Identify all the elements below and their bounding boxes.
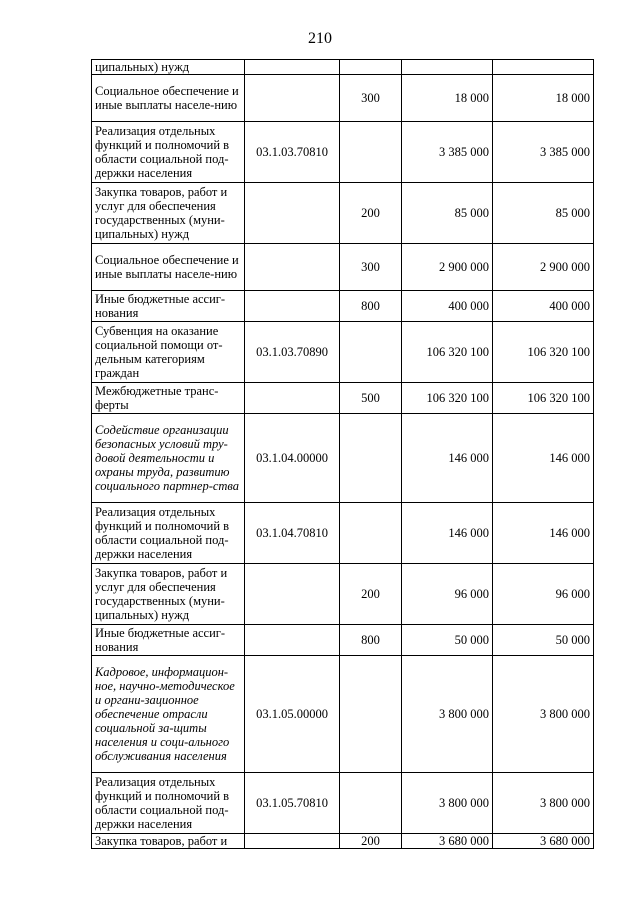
row-name-cell: Кадровое, информацион-ное, научно-методическое и органи-зационное обеспечение отрасли социальной за-щиты населения и соци-ального обслуживания населения: [92, 656, 245, 773]
row-expense-type-cell: 200: [340, 183, 402, 244]
row-name-cell: Закупка товаров, работ и услуг для обеспечения государственных (муни-ципальных) нужд: [92, 564, 245, 625]
row-amount-year2-cell: 400 000: [493, 291, 594, 322]
row-name-cell: Реализация отдельных функций и полномочий в области социальной под-держки населения: [92, 503, 245, 564]
table-row: [92, 183, 594, 244]
row-expense-type-cell: [340, 773, 402, 834]
row-code-cell: [245, 564, 340, 625]
row-name-cell: Закупка товаров, работ и услуг для обеспечения государственных (муни-ципальных) нужд: [92, 183, 245, 244]
table-row: [92, 503, 594, 564]
row-amount-year2-cell: 3 680 000: [493, 834, 594, 849]
row-expense-type-cell: [340, 122, 402, 183]
row-amount-year1-cell: 146 000: [402, 414, 493, 503]
row-code-cell: [245, 383, 340, 414]
row-code-cell: [245, 75, 340, 122]
row-expense-type-cell: 300: [340, 244, 402, 291]
table-row: [92, 625, 594, 656]
table-row: [92, 291, 594, 322]
row-name-cell: Иные бюджетные ассиг-нования: [92, 625, 245, 656]
row-amount-year2-cell: 18 000: [493, 75, 594, 122]
row-name-cell: Реализация отдельных функций и полномочий в области социальной под-держки населения: [92, 773, 245, 834]
row-amount-year1-cell: 50 000: [402, 625, 493, 656]
row-amount-year1-cell: 3 800 000: [402, 656, 493, 773]
table-row: [92, 244, 594, 291]
row-amount-year2-cell: 3 800 000: [493, 656, 594, 773]
row-expense-type-cell: [340, 656, 402, 773]
row-code-cell: 03.1.03.70810: [245, 122, 340, 183]
row-name-cell: Реализация отдельных функций и полномочий в области социальной под-держки населения: [92, 122, 245, 183]
row-expense-type-cell: [340, 322, 402, 383]
row-amount-year1-cell: 2 900 000: [402, 244, 493, 291]
table-row: [92, 656, 594, 773]
row-amount-year1-cell: 96 000: [402, 564, 493, 625]
row-expense-type-cell: 300: [340, 75, 402, 122]
row-amount-year2-cell: 96 000: [493, 564, 594, 625]
row-amount-year2-cell: 146 000: [493, 414, 594, 503]
table-row: [92, 60, 594, 75]
row-name-cell: Межбюджетные транс-ферты: [92, 383, 245, 414]
row-amount-year2-cell: 85 000: [493, 183, 594, 244]
row-amount-year2-cell: 2 900 000: [493, 244, 594, 291]
row-amount-year1-cell: 106 320 100: [402, 383, 493, 414]
row-name-cell: Содействие организации безопасных условий тру-довой деятельности и охраны труда, развитию социального партнер-ства: [92, 414, 245, 503]
row-amount-year1-cell: 18 000: [402, 75, 493, 122]
row-amount-year1-cell: 146 000: [402, 503, 493, 564]
row-code-cell: [245, 291, 340, 322]
row-code-cell: [245, 834, 340, 849]
table-row: [92, 773, 594, 834]
row-amount-year2-cell: 146 000: [493, 503, 594, 564]
row-amount-year2-cell: [493, 60, 594, 75]
row-amount-year2-cell: 50 000: [493, 625, 594, 656]
row-amount-year2-cell: 106 320 100: [493, 322, 594, 383]
row-expense-type-cell: 500: [340, 383, 402, 414]
budget-table: [91, 59, 594, 849]
table-row: [92, 322, 594, 383]
row-code-cell: 03.1.05.00000: [245, 656, 340, 773]
row-code-cell: [245, 625, 340, 656]
row-code-cell: 03.1.03.70890: [245, 322, 340, 383]
table-row: [92, 564, 594, 625]
table-row: [92, 414, 594, 503]
row-amount-year1-cell: [402, 60, 493, 75]
row-expense-type-cell: 200: [340, 834, 402, 849]
row-amount-year1-cell: 3 800 000: [402, 773, 493, 834]
row-amount-year1-cell: 3 385 000: [402, 122, 493, 183]
row-code-cell: 03.1.04.00000: [245, 414, 340, 503]
row-code-cell: 03.1.04.70810: [245, 503, 340, 564]
row-name-cell: Иные бюджетные ассиг-нования: [92, 291, 245, 322]
table-row: [92, 75, 594, 122]
row-amount-year2-cell: 3 385 000: [493, 122, 594, 183]
row-amount-year1-cell: 106 320 100: [402, 322, 493, 383]
page-number: 210: [308, 30, 332, 47]
row-name-cell: Закупка товаров, работ и: [92, 834, 245, 849]
row-name-cell: Социальное обеспечение и иные выплаты населе-нию: [92, 244, 245, 291]
row-name-cell: Субвенция на оказание социальной помощи от-дельным категориям граждан: [92, 322, 245, 383]
row-expense-type-cell: 200: [340, 564, 402, 625]
row-expense-type-cell: [340, 60, 402, 75]
budget-table-body: [92, 60, 594, 849]
row-amount-year1-cell: 3 680 000: [402, 834, 493, 849]
row-amount-year1-cell: 400 000: [402, 291, 493, 322]
row-expense-type-cell: [340, 503, 402, 564]
row-name-cell: Социальное обеспечение и иные выплаты населе-нию: [92, 75, 245, 122]
row-expense-type-cell: 800: [340, 625, 402, 656]
row-expense-type-cell: [340, 414, 402, 503]
row-code-cell: [245, 244, 340, 291]
row-code-cell: [245, 60, 340, 75]
row-amount-year1-cell: 85 000: [402, 183, 493, 244]
row-expense-type-cell: 800: [340, 291, 402, 322]
row-amount-year2-cell: 106 320 100: [493, 383, 594, 414]
table-row: [92, 122, 594, 183]
table-row: [92, 383, 594, 414]
row-name-cell: ципальных) нужд: [92, 60, 245, 75]
row-code-cell: [245, 183, 340, 244]
row-amount-year2-cell: 3 800 000: [493, 773, 594, 834]
row-code-cell: 03.1.05.70810: [245, 773, 340, 834]
table-row: [92, 834, 594, 849]
